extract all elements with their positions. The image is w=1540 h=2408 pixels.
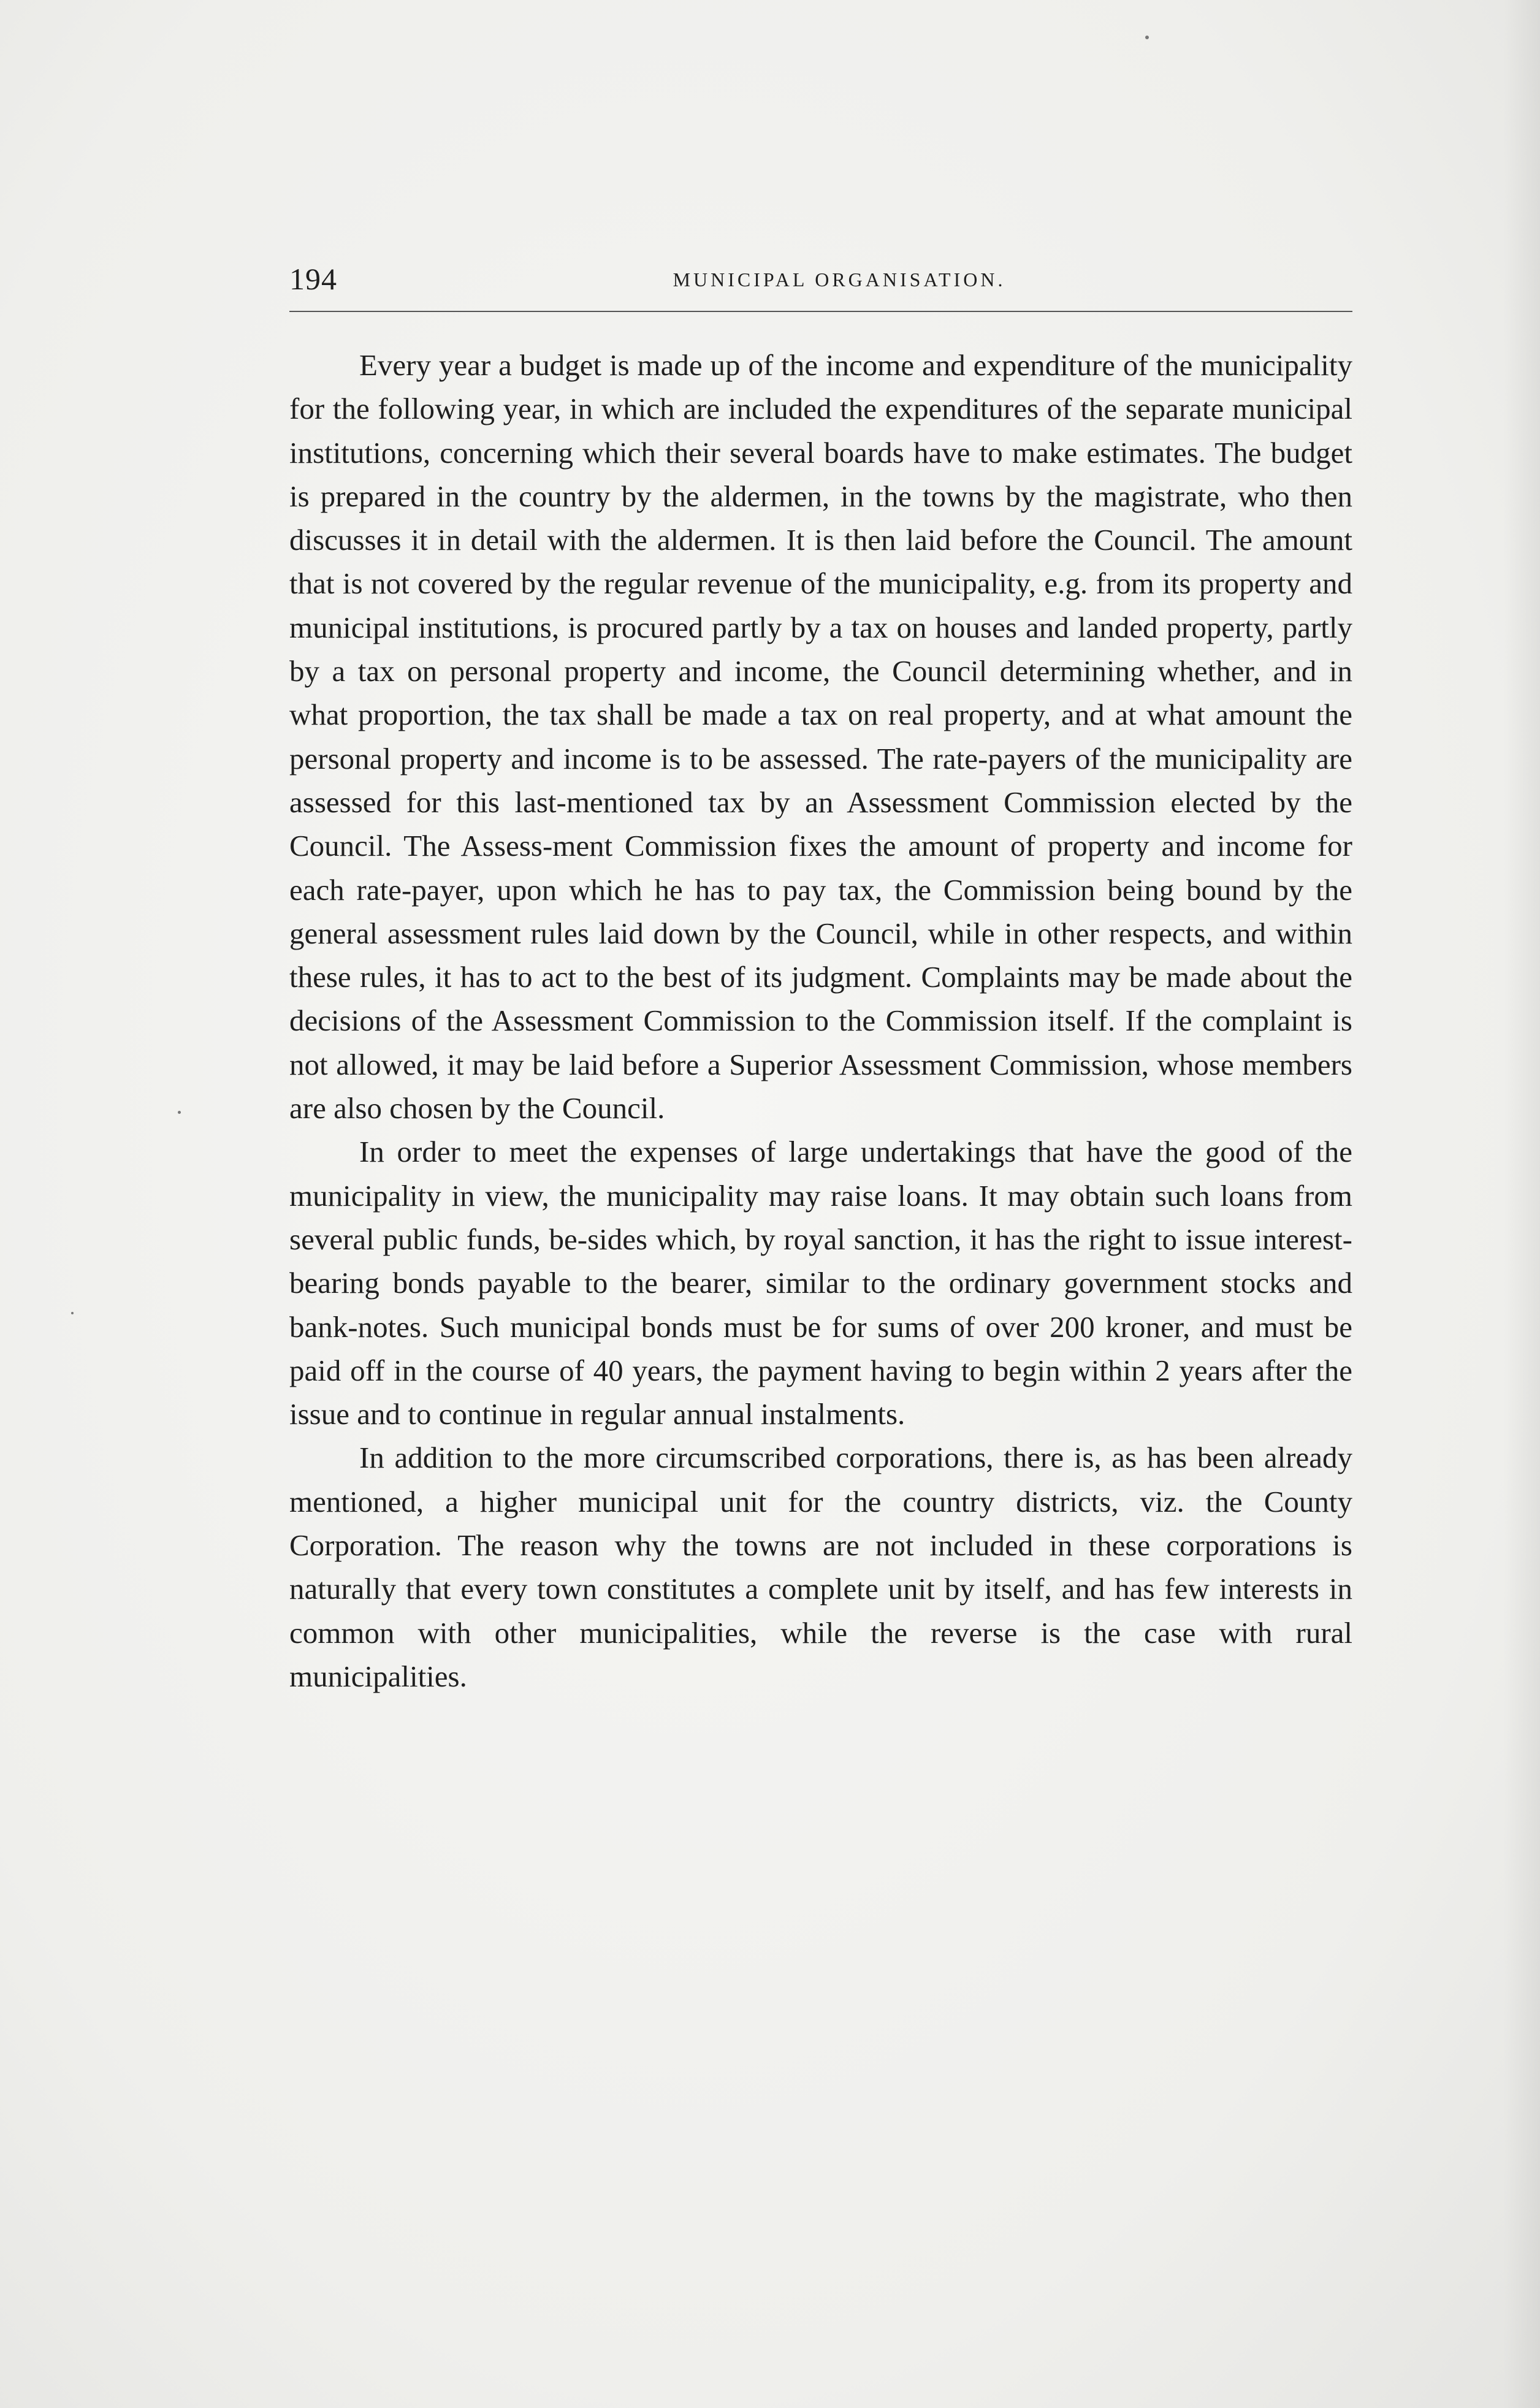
paragraph-county: In addition to the more circumscribed corporations, there is, as has been already mentioned, a higher municipal unit for the country districts, viz. the County Corporation. The reason why the towns are not included in these corporations is naturally that every town constitutes a complete unit by itself, and has few interests in common with other municipalities, while the reverse is the case with rural municipalities.	[289, 1441, 1352, 1693]
page-number: 194	[289, 262, 337, 296]
paper-speck	[178, 1111, 181, 1114]
page-header	[289, 257, 1352, 307]
paragraph-budget: Every year a budget is made up of the income and expenditure of the municipality for the following year, in which are included the expenditures of the separate municipal institutions, concerning which their several boards have to make estimates. The budget is prepared in the country by the aldermen, in the towns by the magistrate, who then discusses it in detail with the aldermen. It is then laid before the Council. The amount that is not covered by the regular revenue of the municipality, e.g. from its property and municipal institutions, is procured partly by a tax on houses and landed property, partly by a tax on personal property and income, the Council determining whether, and in what proportion, the tax shall be made a tax on real property, and at what amount the personal property and income is to be assessed. The rate-payers of the municipality are assessed for this last-mentioned tax by an Assessment Commission elected by the Council. The Assess-ment Commission fixes the amount of property and income for each rate-payer, upon which he has to pay tax, the Commission being bound by the general assessment rules laid down by the Council, while in other respects, and within these rules, it has to act to the best of its judgment. Complaints may be made about the decisions of the Assessment Commission to the Commission itself. If the complaint is not allowed, it may be laid before a Superior Assessment Commission, whose members are also chosen by the Council.	[289, 348, 1352, 1126]
header-rule	[289, 311, 1352, 312]
page-edge-shadow	[1503, 0, 1540, 2408]
paper-speck	[1145, 36, 1149, 39]
body-text	[289, 343, 1352, 1698]
paper-speck	[71, 1312, 74, 1314]
running-head: MUNICIPAL ORGANISATION.	[673, 269, 1006, 291]
paragraph-loans: In order to meet the expenses of large undertakings that have the good of the municipality in view, the municipality may raise loans. It may obtain such loans from several public funds, be-sides which, by royal sanction, it has the right to issue interest-bearing bonds payable to the bearer, similar to the ordinary government stocks and bank-notes. Such municipal bonds must be for sums of over 200 kroner, and must be paid off in the course of 40 years, the payment having to begin within 2 years after the issue and to continue in regular annual instalments.	[289, 1135, 1352, 1431]
